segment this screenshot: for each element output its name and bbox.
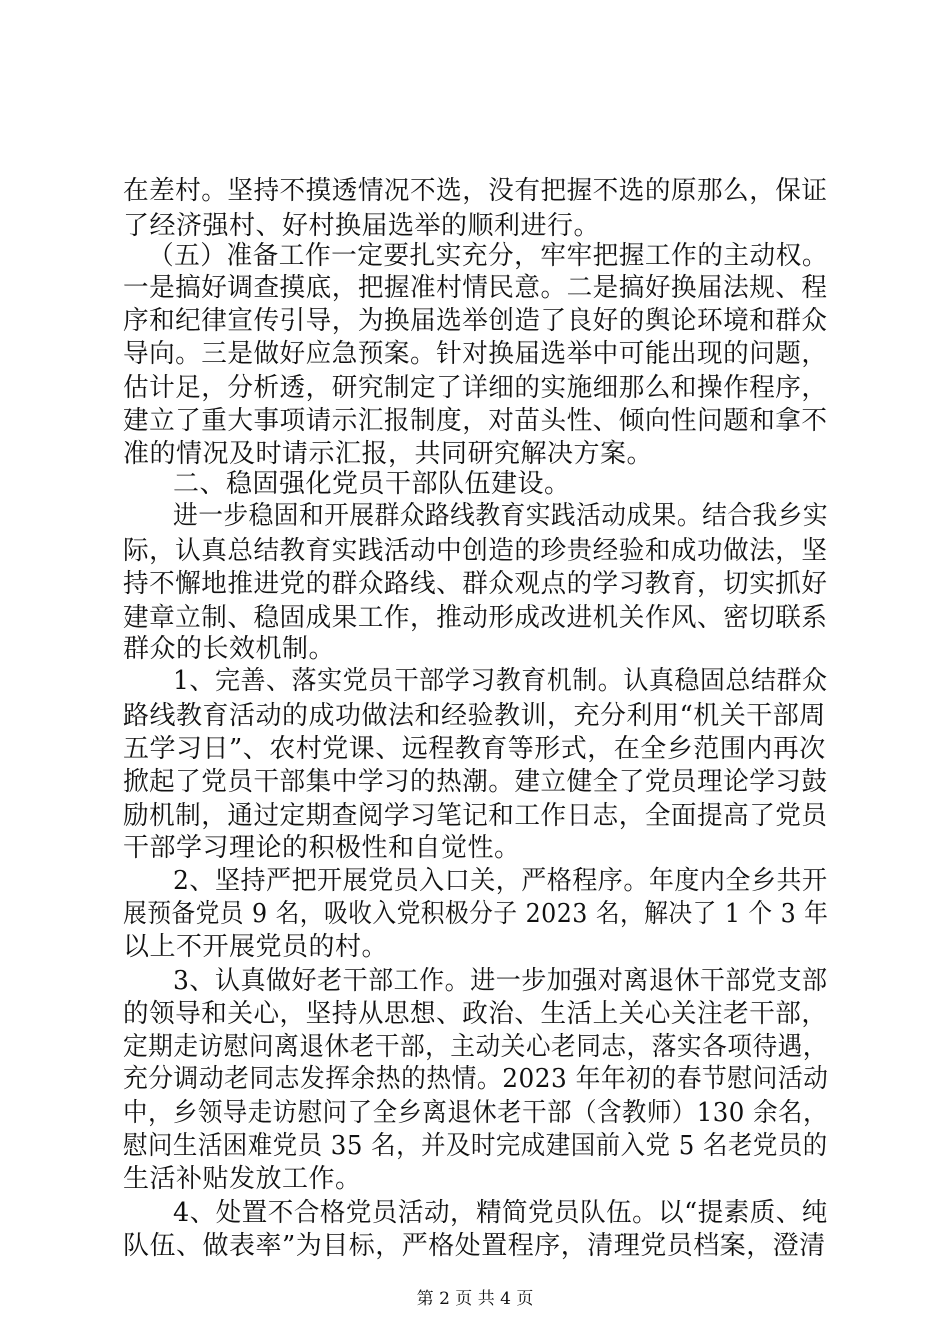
- text-line: 路线教育活动的成功做法和经验教训，充分利用“机关干部周: [123, 701, 826, 731]
- text-line: 展预备党员 9 名，吸收入党积极分子 2023 名，解决了 1 个 3 年: [123, 899, 829, 929]
- text-line: 1、完善、落实党员干部学习教育机制。认真稳固总结群众: [173, 666, 828, 696]
- text-line: 估计足，分析透，研究制定了详细的实施细那么和操作程序，: [123, 373, 828, 403]
- text-line: 五学习日”、农村党课、远程教育等形式，在全乡范围内再次: [123, 734, 826, 764]
- text-line: 一是搞好调查摸底，把握准村情民意。二是搞好换届法规、程: [123, 273, 828, 303]
- text-line: 建章立制、稳固成果工作，推动形成改进机关作风、密切联系: [123, 603, 828, 633]
- text-line: 干部学习理论的积极性和自觉性。: [123, 833, 521, 863]
- text-line: 生活补贴发放工作。: [123, 1164, 362, 1194]
- section-heading: 二、稳固强化党员干部队伍建设。: [173, 469, 571, 499]
- text-line: 的领导和关心，坚持从思想、政治、生活上关心关注老干部，: [123, 999, 828, 1029]
- text-line: 导向。三是做好应急预案。针对换届选举中可能出现的问题，: [123, 339, 828, 369]
- text-line: 励机制，通过定期查阅学习笔记和工作日志，全面提高了党员: [123, 801, 828, 831]
- text-line: 中，乡领导走访慰问了全乡离退休老干部（含教师）130 余名，: [123, 1098, 828, 1128]
- text-line: 持不懈地推进党的群众路线、群众观点的学习教育，切实抓好: [123, 569, 828, 599]
- text-line: 群众的长效机制。: [123, 634, 336, 664]
- text-line: 进一步稳固和开展群众路线教育实践活动成果。结合我乡实: [173, 501, 829, 531]
- text-line: 3、认真做好老干部工作。进一步加强对离退休干部党支部: [173, 966, 828, 996]
- page-footer: 第 2 页 共 4 页: [416, 1289, 534, 1309]
- text-line: 了经济强村、好村换届选举的顺利进行。: [123, 211, 601, 241]
- text-line: 序和纪律宣传引导，为换届选举创造了良好的舆论环境和群众: [123, 306, 828, 336]
- text-line: 队伍、做表率”为目标，严格处置程序，清理党员档案，澄清: [123, 1231, 826, 1261]
- text-line: 建立了重大事项请示汇报制度，对苗头性、倾向性问题和拿不: [123, 406, 828, 436]
- text-line: 准的情况及时请示汇报，共同研究解决方案。: [123, 439, 654, 469]
- text-line: 际，认真总结教育实践活动中创造的珍贵经验和成功做法，坚: [123, 536, 828, 566]
- text-line: 充分调动老同志发挥余热的热情。2023 年年初的春节慰问活动: [123, 1064, 829, 1094]
- text-line: 2、坚持严把开展党员入口关，严格程序。年度内全乡共开: [173, 866, 828, 896]
- text-line: 在差村。坚持不摸透情况不选，没有把握不选的原那么，保证: [123, 176, 828, 206]
- text-line: 掀起了党员干部集中学习的热潮。建立健全了党员理论学习鼓: [123, 767, 828, 797]
- text-line: 4、处置不合格党员活动，精简党员队伍。以“提素质、纯: [173, 1198, 828, 1228]
- text-line: 以上不开展党员的村。: [123, 932, 389, 962]
- text-line: 定期走访慰问离退休老干部，主动关心老同志，落实各项待遇，: [123, 1032, 828, 1062]
- text-line: 慰问生活困难党员 35 名，并及时完成建国前入党 5 名老党员的: [123, 1131, 828, 1161]
- text-line: （五）准备工作一定要扎实充分，牢牢把握工作的主动权。: [148, 241, 828, 271]
